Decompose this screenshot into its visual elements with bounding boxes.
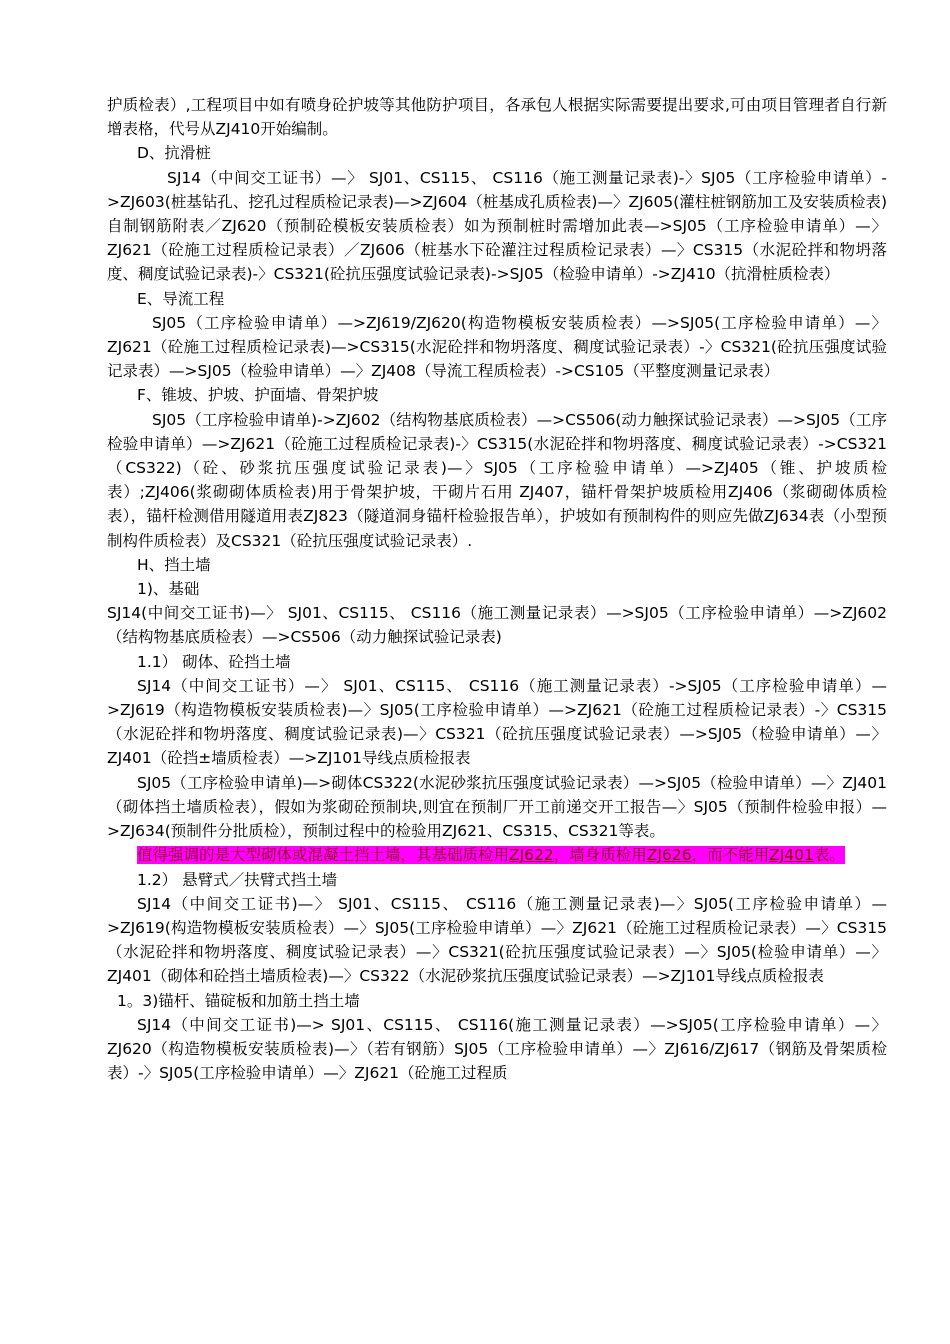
highlight-text-1: 值得强调的是大型砌体或混凝土挡土墙，其基础质检用 — [137, 846, 510, 865]
highlight-text-2: ，墙身质检用 — [553, 846, 647, 865]
paragraph-slope: SJ05（工序检验申请单)->ZJ602（结构物基底质检表）—>CS506(动力触探试验记录表）—>SJ05（工序检验申请单）—>ZJ621（砼施工过程质检记录表)-〉CS315(水泥砼拌和物坍落度、稠度试验记录表）->CS321（CS322)（砼、砂浆抗压强度试验记录表)—〉SJ05（工序检验申请单）—>ZJ405（锥、护坡质检表）;ZJ406(浆砌砌体质检表)用于骨架护坡，干砌片石用 ZJ407，锚杆骨架护坡质检用ZJ406（浆砌砌体质检表），锚杆检测借用隧道用表ZJ823（隧道洞身锚杆检验报告单），护坡如有预制构件的则应先做ZJ634表（小型预制构件质检表）及CS321（砼抗压强度试验记录表）. — [107, 410, 887, 550]
paragraph-masonry-wall-a: SJ14（中间交工证书）—〉 SJ01、CS115、 CS116（施工测量记录表）->SJ05（工序检验申请单）—>ZJ619（构造物模板安装质检表)—〉SJ05(工序检验申请单）—>ZJ621（砼施工过程质检记录表）-〉CS315（水泥砼拌和物坍落度、稠度试验记录表)—〉CS321（砼抗压强度试验记录表）—>SJ05（检验申请单）—〉ZJ401（砼挡±墙质检表）—>ZJ101导线点质检报表 — [107, 676, 887, 768]
highlight-text-3: ，而不能用 — [691, 846, 770, 865]
paragraph-cantilever-wall: SJ14（中间交工证书)—〉 SJ01、CS115、 CS116（施工测量记录表)—〉SJ05(工序检验申请单）—>ZJ619(构造物模板安装质检表）—〉SJ05(工序检验申请单）—〉ZJ621（砼施工过程质检记录表）—〉CS315（水泥砼拌和物坍落度、稠度试验记录表）—〉CS321(砼抗压强度试验记录表）—〉SJ05(检验申请单）—〉ZJ401（砌体和砼挡土墙质检表)—〉CS322（水泥砂浆抗压强度试验记录表）—>ZJ101导线点质检报表 — [107, 894, 887, 986]
highlighted-note — [107, 843, 887, 867]
paragraph-foundation: SJ14(中间交工证书)—〉 SJ01、CS115、 CS116（施工测量记录表）—>SJ05（工序检验申请单）—>ZJ602（结构物基底质检表）—>CS506（动力触探试验记录表) — [107, 604, 887, 647]
heading-cantilever-wall: 1.2） 悬臂式／扶臂式挡土墙 — [137, 870, 338, 889]
heading-masonry-wall: 1.1） 砌体、砼挡土墙 — [137, 652, 291, 671]
heading-anchor-wall: 1。3)锚杆、锚碇板和加筋土挡土墙 — [117, 991, 360, 1010]
highlight-code-zj622: ZJ622 — [509, 846, 554, 865]
highlight-code-zj626: ZJ626 — [646, 846, 692, 865]
paragraph-anti-slide-pile: SJ14（中间交工证书）—〉 SJ01、CS115、 CS116（施工测量记录表)-〉SJ05（工序检验申请单）->ZJ603(桩基钻孔、挖孔过程质检记录表)—>ZJ604（桩基成孔质检表)—〉ZJ605(灌柱桩钢筋加工及安装质检表)自制钢筋附表／ZJ620（预制砼模板安装质检表）如为预制桩时需增加此表—>SJ05（工序检验申请单）—〉ZJ621（砼施工过程质检记录表）／ZJ606（桩基水下砼灌注过程质检记录表）—〉CS315（水泥砼拌和物坍落度、稠度试验记录表)-〉CS321(砼抗压强度试验记录表)->SJ05（检验申请单）->ZJ410（抗滑桩质检表） — [107, 168, 887, 284]
highlight-code-zj401: ZJ401 — [769, 846, 814, 865]
heading-retaining-wall: H、挡土墙 — [137, 555, 211, 574]
paragraph-masonry-wall-b: SJ05（工序检验申请单)—>砌体CS322(水泥砂浆抗压强度试验记录表）—>SJ05（检验申请单）—〉ZJ401（砌体挡土墙质检表），假如为浆砌砼预制块,则宜在预制厂开工前递交开工报告—〉SJ05（预制件检验申报）—>ZJ634(预制件分批质检），预制过程中的检验用ZJ621、CS315、CS321等表。 — [107, 773, 887, 841]
heading-foundation: 1)、基础 — [137, 580, 200, 599]
heading-anti-slide-pile: D、抗滑桩 — [137, 144, 211, 163]
paragraph-intro: 护质检表）,工程项目中如有喷身砼护坡等其他防护项目，各承包人根据实际需要提出要求,可由项目管理者自行新增表格，代号从ZJ410开始编制。 — [107, 96, 887, 139]
paragraph-anchor-wall: SJ14（中间交工证书)—> SJ01、CS115、 CS116(施工测量记录表）—>SJ05(工序检验申请单）—〉ZJ620（构造物模板安装质检表)—〉（若有钢筋）SJ05（工序检验申请单）—〉ZJ616/ZJ617（钢筋及骨架质检表）-〉SJ05(工序检验申请单）—〉ZJ621（砼施工过程质 — [107, 1015, 887, 1083]
document-page — [107, 93, 887, 1085]
paragraph-diversion: SJ05（工序检验申请单）—>ZJ619/ZJ620(构造物模板安装质检表）—>SJ05(工序检验申请单）—〉ZJ621（砼施工过程质检记录表)—>CS315(水泥砼拌和物坍落度、稠度试验记录表）-〉CS321(砼抗压强度试验记录表）—>SJ05（检验申请单）—〉ZJ408（导流工程质检表）->CS105（平整度测量记录表） — [107, 313, 887, 381]
heading-slope: F、锥坡、护坡、护面墙、骨架护坡 — [137, 386, 379, 405]
highlight-text-4: 表。 — [813, 846, 845, 865]
heading-diversion: E、导流工程 — [137, 289, 225, 308]
